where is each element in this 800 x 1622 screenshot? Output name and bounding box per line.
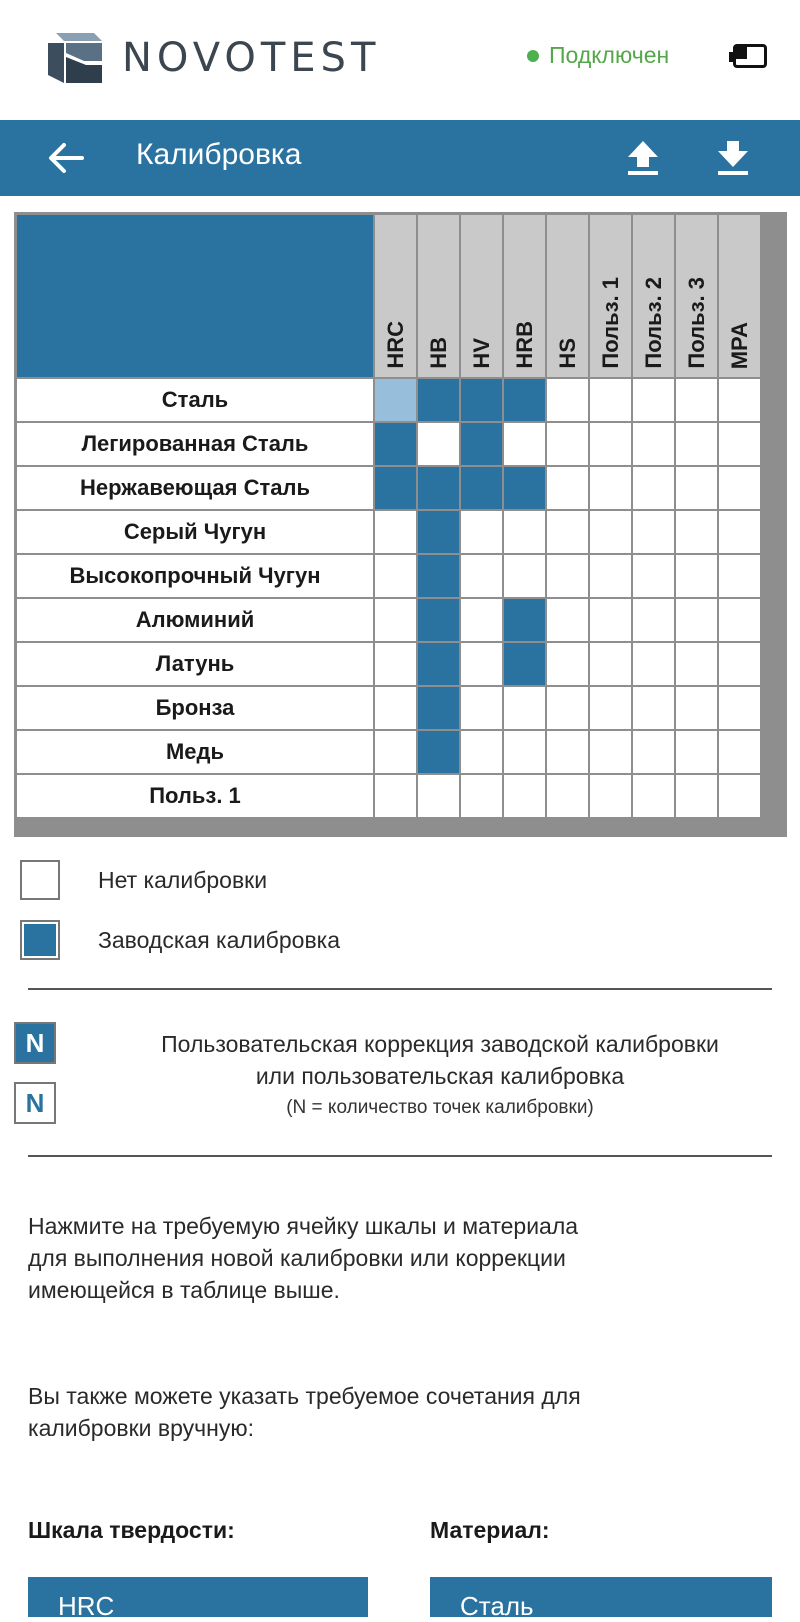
instruction-line: имеющейся в таблице выше. [28,1277,340,1303]
column-header-label: Польз. 3 [683,277,709,369]
legend-no-calibration [20,860,267,900]
calibration-cell[interactable] [719,775,760,817]
status-dot-icon [527,50,539,62]
column-header-label: HB [425,337,451,369]
calibration-cell[interactable] [633,555,674,597]
scale-select[interactable]: HRC [28,1577,368,1617]
calibration-cell[interactable] [504,643,545,685]
calibration-cell[interactable] [418,775,459,817]
material-label: Материал: [430,1517,550,1543]
novotest-logo-icon [46,31,104,85]
legend-factory-calibration [20,920,340,960]
calibration-cell[interactable] [590,599,631,641]
calibration-cell[interactable] [633,599,674,641]
calibration-cell[interactable] [375,643,416,685]
calibration-cell[interactable] [590,423,631,465]
calibration-cell[interactable] [504,599,545,641]
calibration-cell[interactable] [375,687,416,729]
divider [28,1155,772,1157]
connection-status [527,42,669,69]
column-header [633,215,674,377]
calibration-cell[interactable] [375,555,416,597]
column-header-label: Польз. 2 [640,277,666,369]
calibration-cell[interactable] [418,731,459,773]
page-title: Калибровка [136,138,302,171]
calibration-cell[interactable] [375,423,416,465]
calibration-cell[interactable] [719,511,760,553]
legend-empty-swatch [20,860,60,900]
row-header-material: Медь [17,731,373,773]
legend-factory-swatch [20,920,60,960]
calibration-cell[interactable] [504,555,545,597]
row-header-material: Польз. 1 [17,775,373,817]
calibration-cell[interactable] [547,731,588,773]
user-correction-note: (N = количество точек калибровки) [286,1097,594,1118]
user-correction-line1: Пользовательская коррекция заводской калибровки [161,1031,719,1057]
calibration-cell[interactable] [590,687,631,729]
app-bar [0,120,800,196]
calibration-cell[interactable] [633,775,674,817]
calibration-cell[interactable] [547,423,588,465]
download-icon[interactable] [716,138,750,178]
user-correction-legend [90,1028,790,1124]
calibration-cell[interactable] [590,555,631,597]
row-header-material: Латунь [17,643,373,685]
user-correction-filled-swatch: N [14,1022,56,1064]
calibration-cell[interactable] [418,599,459,641]
calibration-cell[interactable] [719,599,760,641]
column-header [504,215,545,377]
calibration-cell[interactable] [633,379,674,421]
calibration-cell[interactable] [676,643,717,685]
column-header [590,215,631,377]
manual-hint-line: калибровки вручную: [28,1415,254,1441]
column-header-label: MPA [726,321,752,369]
column-header [719,215,760,377]
calibration-cell[interactable] [418,379,459,421]
calibration-cell[interactable] [504,423,545,465]
calibration-cell[interactable] [719,687,760,729]
user-correction-outline-swatch: N [14,1082,56,1124]
manual-hint-line: Вы также можете указать требуемое сочетания для [28,1383,581,1409]
calibration-cell[interactable] [547,775,588,817]
manual-hint-text [28,1380,768,1444]
brand-name: NOVOTEST [122,35,381,81]
calibration-cell[interactable] [547,379,588,421]
divider [28,988,772,990]
instruction-line: для выполнения новой калибровки или коррекции [28,1245,566,1271]
calibration-cell[interactable] [461,467,502,509]
calibration-cell[interactable] [633,423,674,465]
calibration-cell[interactable] [504,379,545,421]
calibration-cell[interactable] [590,775,631,817]
row-header-material: Нержавеющая Сталь [17,467,373,509]
arrow-left-icon[interactable] [46,140,86,176]
calibration-cell[interactable] [418,467,459,509]
column-header-label: HV [468,338,494,369]
calibration-cell[interactable] [418,687,459,729]
material-select[interactable]: Сталь [430,1577,772,1617]
row-header-material: Бронза [17,687,373,729]
upload-icon[interactable] [626,138,660,178]
calibration-cell[interactable] [375,511,416,553]
calibration-cell[interactable] [418,555,459,597]
calibration-cell[interactable] [461,511,502,553]
calibration-cell[interactable] [461,599,502,641]
column-header-label: HRC [382,321,408,369]
column-header [547,215,588,377]
calibration-cell[interactable] [590,511,631,553]
calibration-cell[interactable] [504,467,545,509]
calibration-cell[interactable] [676,775,717,817]
calibration-cell[interactable] [633,643,674,685]
column-header [461,215,502,377]
instruction-line: Нажмите на требуемую ячейку шкалы и материала [28,1213,579,1239]
calibration-cell[interactable] [719,643,760,685]
column-header-label: HS [554,338,580,369]
calibration-cell[interactable] [590,467,631,509]
calibration-cell[interactable] [461,423,502,465]
column-header [676,215,717,377]
calibration-cell[interactable] [504,687,545,729]
calibration-cell[interactable] [676,511,717,553]
calibration-cell[interactable] [461,555,502,597]
calibration-cell[interactable] [504,731,545,773]
column-header-label: Польз. 1 [597,277,623,369]
instruction-text [28,1210,768,1306]
calibration-cell[interactable] [547,687,588,729]
calibration-cell[interactable] [590,379,631,421]
calibration-cell[interactable] [676,379,717,421]
calibration-cell[interactable] [504,511,545,553]
row-header-material: Легированная Сталь [17,423,373,465]
calibration-cell[interactable] [676,731,717,773]
calibration-cell[interactable] [719,555,760,597]
calibration-cell[interactable] [547,467,588,509]
row-header-material: Алюминий [17,599,373,641]
calibration-cell[interactable] [676,467,717,509]
column-header [375,215,416,377]
calibration-cell[interactable] [590,731,631,773]
calibration-cell[interactable] [719,423,760,465]
calibration-cell[interactable] [547,511,588,553]
calibration-cell[interactable] [633,731,674,773]
column-header [418,215,459,377]
calibration-cell[interactable] [375,731,416,773]
top-bar [0,0,800,120]
calibration-table [14,212,787,837]
calibration-cell[interactable] [547,643,588,685]
legend-factory-calibration-label: Заводская калибровка [98,926,341,953]
row-header-material: Серый Чугун [17,511,373,553]
calibration-cell[interactable] [461,687,502,729]
calibration-cell[interactable] [719,731,760,773]
row-header-material: Высокопрочный Чугун [17,555,373,597]
calibration-cell[interactable] [719,379,760,421]
calibration-cell[interactable] [504,775,545,817]
table-corner [17,215,373,377]
calibration-cell[interactable] [461,731,502,773]
scale-label: Шкала твердости: [28,1517,235,1543]
calibration-cell[interactable] [590,643,631,685]
calibration-cell[interactable] [719,467,760,509]
user-correction-line2: или пользовательская калибровка [255,1063,625,1089]
row-header-material: Сталь [17,379,373,421]
calibration-cell[interactable] [418,643,459,685]
calibration-cell[interactable] [633,687,674,729]
calibration-cell[interactable] [418,511,459,553]
column-header-label: HRB [511,321,537,369]
calibration-cell[interactable] [461,775,502,817]
calibration-cell[interactable] [418,423,459,465]
calibration-cell[interactable] [633,511,674,553]
calibration-cell[interactable] [676,555,717,597]
calibration-cell[interactable] [375,775,416,817]
legend-no-calibration-label: Нет калибровки [98,866,268,893]
calibration-cell[interactable] [676,423,717,465]
calibration-cell[interactable] [461,379,502,421]
calibration-cell[interactable] [547,555,588,597]
calibration-cell[interactable] [375,379,416,421]
calibration-cell[interactable] [676,687,717,729]
calibration-cell[interactable] [375,599,416,641]
brand-logo [46,30,380,86]
calibration-cell[interactable] [375,467,416,509]
calibration-cell[interactable] [633,467,674,509]
battery-icon [729,44,771,72]
calibration-cell[interactable] [676,599,717,641]
status-text: Подключен [549,42,670,68]
calibration-cell[interactable] [547,599,588,641]
calibration-cell[interactable] [461,643,502,685]
